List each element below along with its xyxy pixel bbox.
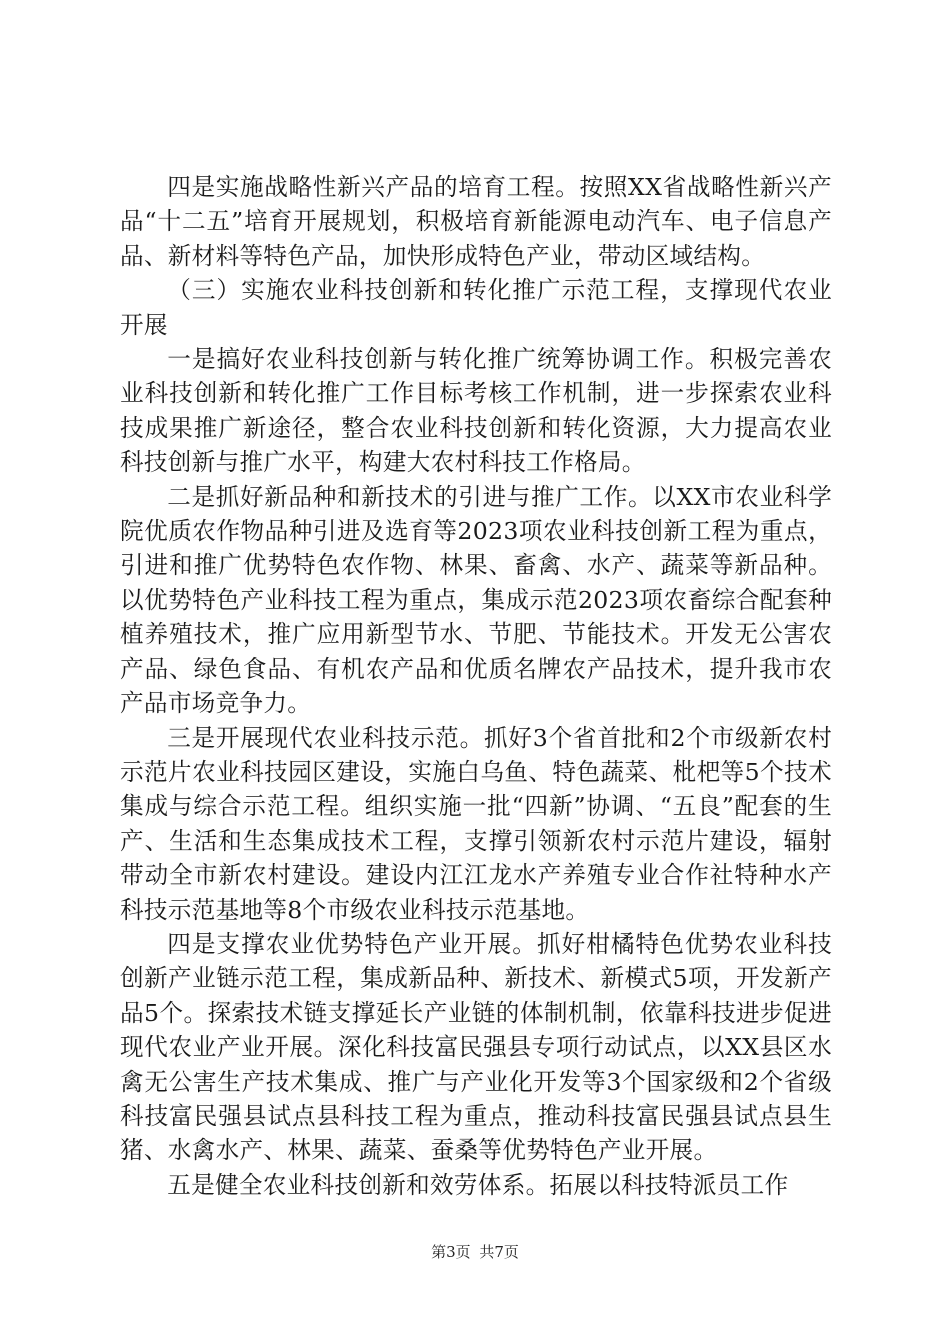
paragraph-1: 四是实施战略性新兴产品的培育工程。按照XX省战略性新兴产品“十二五”培育开展规划，积极培育新能源电动汽车、电子信息产品、新材料等特色产品，加快形成特色产业，带动区域结构。: [120, 173, 832, 270]
document-body: [120, 170, 832, 1202]
page-footer: 第3页 共7页: [431, 1243, 519, 1261]
paragraph-3: 二是抓好新品种和新技术的引进与推广工作。以XX市农业科学院优质农作物品种引进及选育等2023项农业科技创新工程为重点，引进和推广优势特色农作物、林果、畜禽、水产、蔬菜等新品种。以优势特色产业科技工程为重点，集成示范2023项农畜综合配套种植养殖技术，推广应用新型节水、节肥、节能技术。开发无公害农产品、绿色食品、有机农产品和优质名牌农产品技术，提升我市农产品市场竞争力。: [120, 482, 832, 718]
section-heading: （三）实施农业科技创新和转化推广示范工程，支撑现代农业开展: [120, 276, 832, 339]
paragraph-4: 三是开展现代农业科技示范。抓好3个省首批和2个市级新农村示范片农业科技园区建设，实施白乌鱼、特色蔬菜、枇杷等5个技术集成与综合示范工程。组织实施一批“四新”协调、“五良”配套的生产、生活和生态集成技术工程，支撑引领新农村示范片建设，辐射带动全市新农村建设。建设内江江龙水产养殖专业合作社特种水产科技示范基地等8个市级农业科技示范基地。: [120, 723, 832, 924]
paragraph-6: 五是健全农业科技创新和效劳体系。拓展以科技特派员工作: [167, 1170, 789, 1199]
paragraph-5: 四是支撑农业优势特色产业开展。抓好柑橘特色优势农业科技创新产业链示范工程，集成新品种、新技术、新模式5项，开发新产品5个。探索技术链支撑延长产业链的体制机制，依靠科技进步促进现代农业产业开展。深化科技富民强县专项行动试点，以XX县区水禽无公害生产技术集成、推广与产业化开发等3个国家级和2个省级科技富民强县试点县科技工程为重点，推动科技富民强县试点县生猪、水禽水产、林果、蔬菜、蚕桑等优势特色产业开展。: [120, 929, 832, 1165]
paragraph-2: 一是搞好农业科技创新与转化推广统筹协调工作。积极完善农业科技创新和转化推广工作目标考核工作机制，进一步探索农业科技成果推广新途径，整合农业科技创新和转化资源，大力提高农业科技创新与推广水平，构建大农村科技工作格局。: [120, 345, 832, 477]
